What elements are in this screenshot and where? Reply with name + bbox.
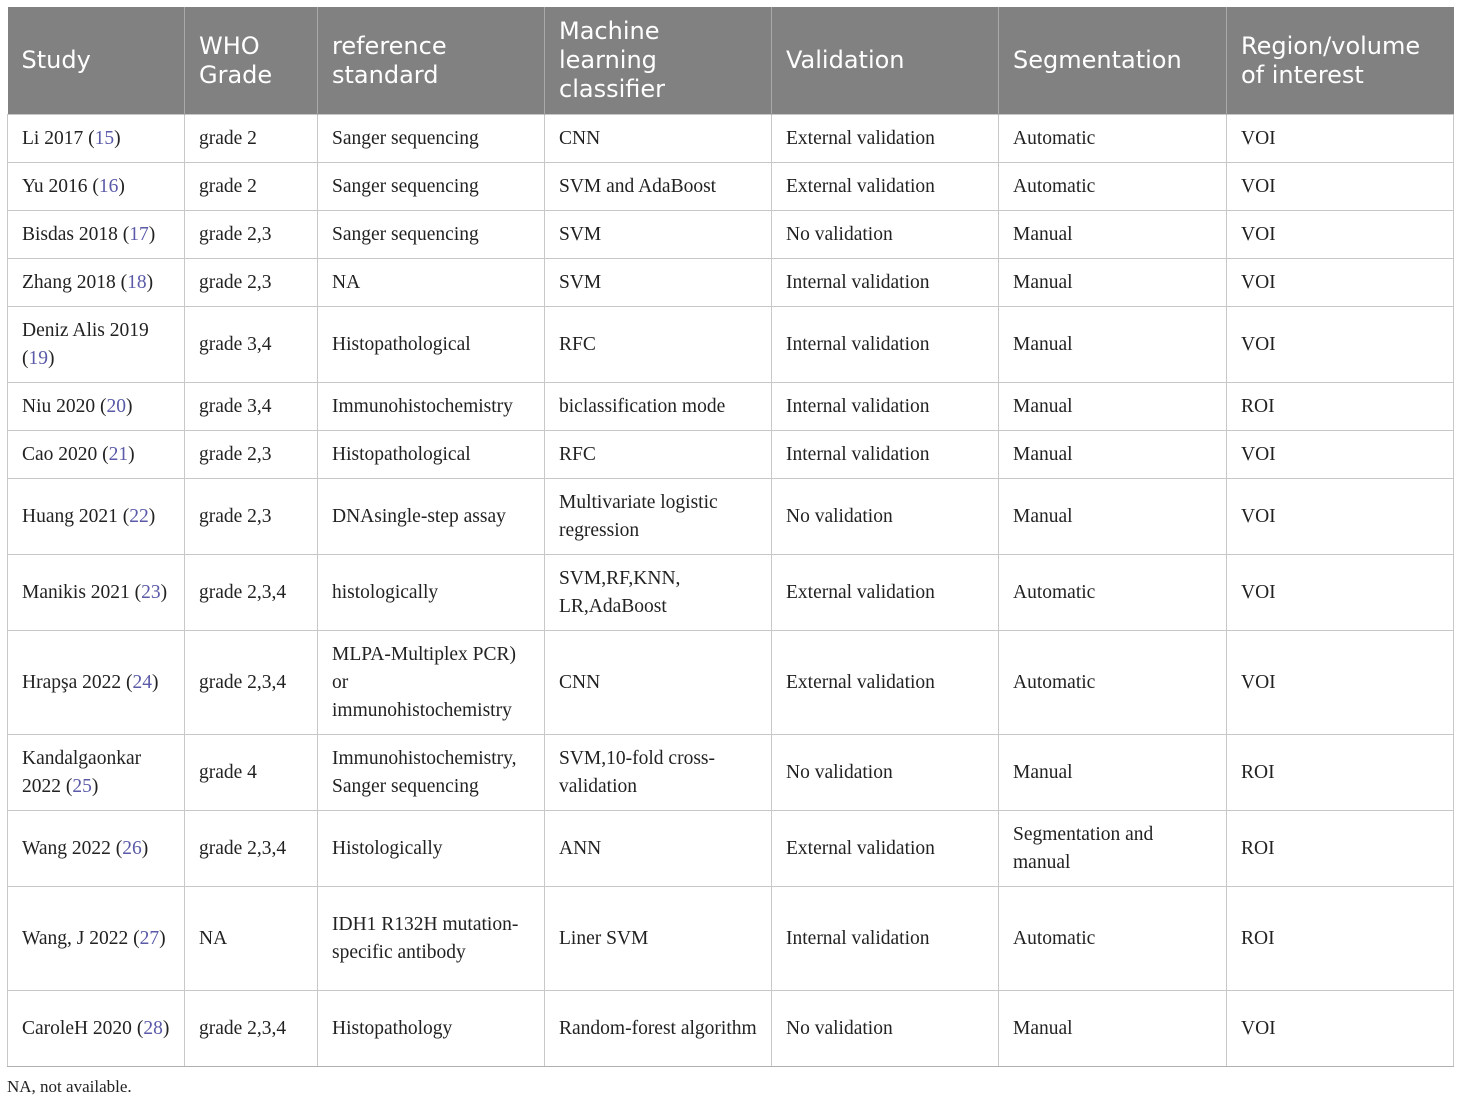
- study-name: CaroleH 2020: [22, 1017, 132, 1039]
- header-who-grade: WHO Grade: [185, 7, 318, 115]
- header-segmentation: Segmentation: [999, 7, 1227, 115]
- reference-link[interactable]: 18: [127, 271, 147, 293]
- cell-classifier: RFC: [545, 431, 772, 479]
- cell-validation: External validation: [772, 115, 999, 163]
- study-name: Cao 2020: [22, 443, 98, 465]
- study-name: Wang 2022: [22, 837, 111, 859]
- cell-validation: Internal validation: [772, 887, 999, 991]
- cell-classifier: biclassification mode: [545, 383, 772, 431]
- cell-segmentation: Manual: [999, 479, 1227, 555]
- cell-region: VOI: [1227, 479, 1454, 555]
- cell-region: VOI: [1227, 431, 1454, 479]
- cell-region: VOI: [1227, 211, 1454, 259]
- cell-who-grade: NA: [185, 887, 318, 991]
- cell-study: Bisdas 2018 (17): [8, 211, 185, 259]
- header-row: [8, 7, 1454, 115]
- cell-study: Wang, J 2022 (27): [8, 887, 185, 991]
- cell-region: VOI: [1227, 259, 1454, 307]
- table-row: [8, 431, 1454, 479]
- reference-link[interactable]: 22: [129, 505, 149, 527]
- study-name: Deniz Alis 2019: [22, 319, 149, 341]
- cell-reference-standard: Immunohistochemistry, Sanger sequencing: [318, 735, 545, 811]
- cell-reference-standard: Histologically: [318, 811, 545, 887]
- cell-region: ROI: [1227, 735, 1454, 811]
- cell-validation: No validation: [772, 479, 999, 555]
- cell-segmentation: Automatic: [999, 555, 1227, 631]
- cell-segmentation: Automatic: [999, 631, 1227, 735]
- cell-classifier: SVM,10-fold cross-validation: [545, 735, 772, 811]
- cell-who-grade: grade 2,3,4: [185, 555, 318, 631]
- header-classifier: Machine learning classifier: [545, 7, 772, 115]
- cell-reference-standard: Histopathological: [318, 431, 545, 479]
- cell-study: Li 2017 (15): [8, 115, 185, 163]
- cell-classifier: CNN: [545, 115, 772, 163]
- cell-reference-standard: Sanger sequencing: [318, 163, 545, 211]
- cell-who-grade: grade 2: [185, 163, 318, 211]
- reference-link[interactable]: 27: [139, 927, 160, 949]
- cell-classifier: CNN: [545, 631, 772, 735]
- cell-study: Huang 2021 (22): [8, 479, 185, 555]
- cell-classifier: SVM,RF,KNN, LR,AdaBoost: [545, 555, 772, 631]
- table-row: [8, 211, 1454, 259]
- reference-link[interactable]: 24: [132, 671, 152, 693]
- study-name: Li 2017: [22, 127, 84, 149]
- cell-reference-standard: Histopathology: [318, 991, 545, 1067]
- cell-validation: No validation: [772, 211, 999, 259]
- cell-reference-standard: histologically: [318, 555, 545, 631]
- cell-validation: No validation: [772, 735, 999, 811]
- table-row: [8, 115, 1454, 163]
- cell-validation: External validation: [772, 163, 999, 211]
- reference-link[interactable]: 25: [72, 775, 92, 797]
- cell-study: Niu 2020 (20): [8, 383, 185, 431]
- cell-who-grade: grade 2,3,4: [185, 631, 318, 735]
- table-row: [8, 631, 1454, 735]
- cell-who-grade: grade 2: [185, 115, 318, 163]
- reference-link[interactable]: 20: [106, 395, 126, 417]
- cell-study: Manikis 2021 (23): [8, 555, 185, 631]
- cell-reference-standard: Sanger sequencing: [318, 115, 545, 163]
- cell-classifier: Multivariate logistic regression: [545, 479, 772, 555]
- table-row: [8, 383, 1454, 431]
- reference-link[interactable]: 23: [141, 581, 161, 603]
- cell-region: ROI: [1227, 811, 1454, 887]
- cell-who-grade: grade 2,3: [185, 431, 318, 479]
- cell-study: Kandalgaonkar 2022 (25): [8, 735, 185, 811]
- study-name: Huang 2021: [22, 505, 118, 527]
- study-name: Kandalgaonkar 2022: [22, 747, 142, 797]
- cell-segmentation: Manual: [999, 431, 1227, 479]
- cell-validation: Internal validation: [772, 307, 999, 383]
- cell-region: VOI: [1227, 555, 1454, 631]
- reference-link[interactable]: 15: [94, 127, 115, 149]
- reference-link[interactable]: 21: [108, 443, 129, 465]
- reference-link[interactable]: 19: [28, 347, 48, 369]
- header-reference-standard: reference standard: [318, 7, 545, 115]
- study-name: Hrapşa 2022: [22, 671, 122, 693]
- study-table: [7, 7, 1454, 1067]
- cell-region: VOI: [1227, 991, 1454, 1067]
- cell-reference-standard: NA: [318, 259, 545, 307]
- cell-reference-standard: IDH1 R132H mutation-specific antibody: [318, 887, 545, 991]
- header-study: Study: [8, 7, 185, 115]
- cell-region: ROI: [1227, 887, 1454, 991]
- cell-region: VOI: [1227, 631, 1454, 735]
- cell-validation: No validation: [772, 991, 999, 1067]
- cell-segmentation: Manual: [999, 307, 1227, 383]
- cell-study: Deniz Alis 2019 (19): [8, 307, 185, 383]
- study-name: Manikis 2021: [22, 581, 130, 603]
- cell-study: CaroleH 2020 (28): [8, 991, 185, 1067]
- cell-classifier: SVM: [545, 211, 772, 259]
- cell-who-grade: grade 4: [185, 735, 318, 811]
- table-row: [8, 307, 1454, 383]
- cell-who-grade: grade 2,3,4: [185, 991, 318, 1067]
- cell-validation: External validation: [772, 631, 999, 735]
- cell-region: VOI: [1227, 307, 1454, 383]
- table-row: [8, 163, 1454, 211]
- cell-validation: Internal validation: [772, 431, 999, 479]
- study-name: Wang, J 2022: [22, 927, 129, 949]
- cell-segmentation: Manual: [999, 259, 1227, 307]
- table-row: [8, 811, 1454, 887]
- cell-region: VOI: [1227, 115, 1454, 163]
- cell-segmentation: Automatic: [999, 115, 1227, 163]
- cell-segmentation: Segmentation and manual: [999, 811, 1227, 887]
- cell-who-grade: grade 3,4: [185, 383, 318, 431]
- study-name: Yu 2016: [22, 175, 88, 197]
- header-region: Region/volume of interest: [1227, 7, 1454, 115]
- cell-study: Hrapşa 2022 (24): [8, 631, 185, 735]
- cell-reference-standard: Immunohistochemistry: [318, 383, 545, 431]
- cell-reference-standard: Histopathological: [318, 307, 545, 383]
- cell-study: Yu 2016 (16): [8, 163, 185, 211]
- cell-reference-standard: DNAsingle-step assay: [318, 479, 545, 555]
- cell-classifier: Random-forest algorithm: [545, 991, 772, 1067]
- study-table-container: [7, 7, 1453, 1067]
- cell-reference-standard: MLPA-Multiplex PCR) or immunohistochemistry: [318, 631, 545, 735]
- cell-study: Cao 2020 (21): [8, 431, 185, 479]
- cell-study: Wang 2022 (26): [8, 811, 185, 887]
- cell-classifier: ANN: [545, 811, 772, 887]
- table-row: [8, 259, 1454, 307]
- header-validation: Validation: [772, 7, 999, 115]
- study-name: Zhang 2018: [22, 271, 116, 293]
- cell-study: Zhang 2018 (18): [8, 259, 185, 307]
- cell-validation: Internal validation: [772, 259, 999, 307]
- cell-validation: External validation: [772, 811, 999, 887]
- cell-segmentation: Manual: [999, 735, 1227, 811]
- table-row: [8, 479, 1454, 555]
- cell-who-grade: grade 2,3: [185, 259, 318, 307]
- cell-who-grade: grade 2,3: [185, 211, 318, 259]
- cell-classifier: SVM: [545, 259, 772, 307]
- table-row: [8, 735, 1454, 811]
- cell-segmentation: Manual: [999, 991, 1227, 1067]
- cell-classifier: RFC: [545, 307, 772, 383]
- table-footnote: NA, not available.: [7, 1077, 132, 1096]
- cell-region: ROI: [1227, 383, 1454, 431]
- cell-classifier: Liner SVM: [545, 887, 772, 991]
- cell-reference-standard: Sanger sequencing: [318, 211, 545, 259]
- reference-link[interactable]: 28: [143, 1017, 163, 1039]
- table-row: [8, 555, 1454, 631]
- study-name: Niu 2020: [22, 395, 96, 417]
- reference-link[interactable]: 16: [98, 175, 119, 197]
- cell-who-grade: grade 2,3: [185, 479, 318, 555]
- cell-segmentation: Automatic: [999, 887, 1227, 991]
- cell-validation: External validation: [772, 555, 999, 631]
- reference-link[interactable]: 26: [122, 837, 142, 859]
- study-name: Bisdas 2018: [22, 223, 118, 245]
- cell-segmentation: Manual: [999, 383, 1227, 431]
- cell-who-grade: grade 2,3,4: [185, 811, 318, 887]
- cell-who-grade: grade 3,4: [185, 307, 318, 383]
- cell-classifier: SVM and AdaBoost: [545, 163, 772, 211]
- reference-link[interactable]: 17: [129, 223, 149, 245]
- table-row: [8, 991, 1454, 1067]
- cell-segmentation: Manual: [999, 211, 1227, 259]
- table-row: [8, 887, 1454, 991]
- cell-validation: Internal validation: [772, 383, 999, 431]
- cell-segmentation: Automatic: [999, 163, 1227, 211]
- cell-region: VOI: [1227, 163, 1454, 211]
